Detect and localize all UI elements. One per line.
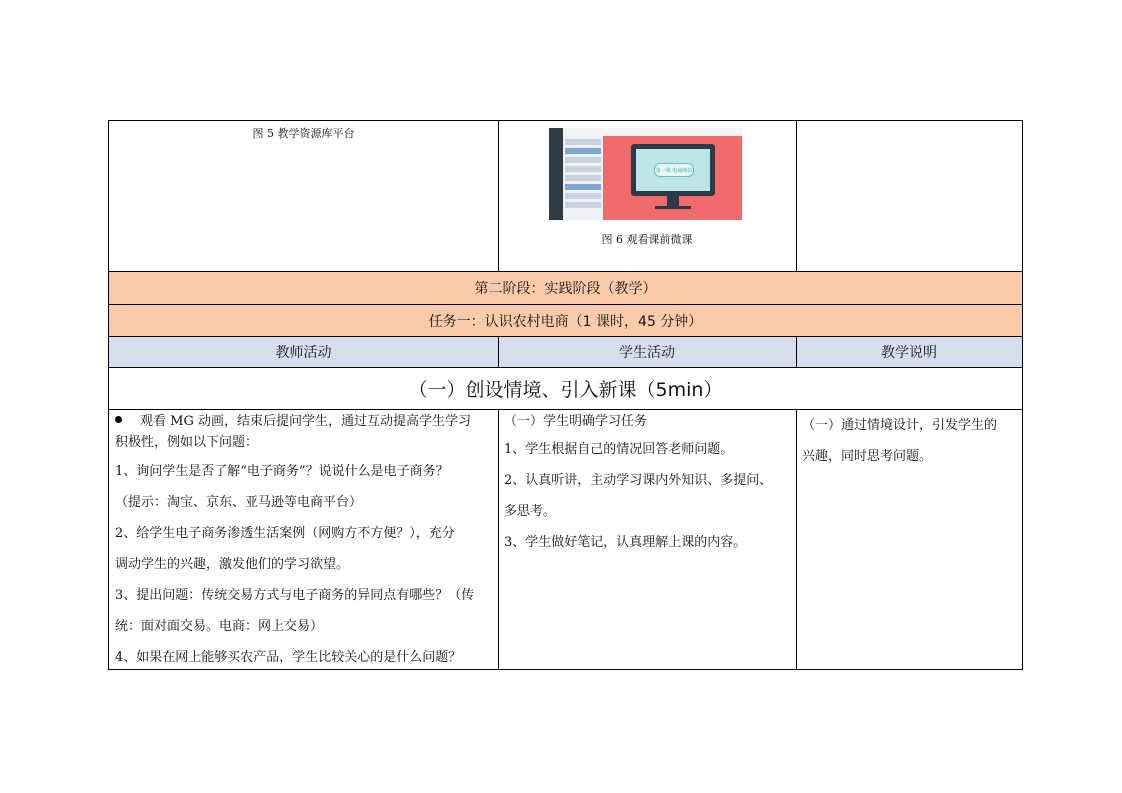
teacher-line: 4、如果在网上能够买农产品，学生比较关心的是什么问题？ <box>115 650 462 665</box>
column-headers <box>109 337 1022 367</box>
teacher-intro: 观看 MG 动画，结束后提问学生，通过互动提高学生学习 <box>115 410 495 434</box>
header-notes: 教学说明 <box>881 345 937 361</box>
student-activity <box>504 410 794 558</box>
student-line: 2、认真听讲，主动学习课内外知识、多提问、 <box>504 473 773 488</box>
lesson-plan-table <box>108 120 1023 670</box>
header-teacher: 教师活动 <box>275 345 332 361</box>
student-line: 1、学生根据自己的情况回答老师问题。 <box>504 442 734 457</box>
figure-6-caption: 图 6 观看课前微课 <box>601 233 693 246</box>
lesson-list <box>563 136 603 220</box>
teacher-activity <box>115 410 495 673</box>
teacher-line: 统：面对面交易。电商：网上交易） <box>115 619 324 634</box>
teacher-line: （提示：淘宝、京东、亚马逊等电商平台） <box>115 495 363 510</box>
figure-5-caption: 图 5 教学资源库平台 <box>252 127 355 140</box>
app-sidebar <box>549 128 563 220</box>
figure-row <box>109 121 1022 271</box>
stage-title: 第二阶段：实践阶段（教学） <box>109 272 1022 304</box>
app-topbar <box>563 128 742 136</box>
student-line: （一）学生明确学习任务 <box>504 414 648 429</box>
monitor-icon <box>631 144 715 196</box>
notes-line: 兴趣，同时思考问题。 <box>802 449 933 464</box>
teacher-line: 积极性，例如以下问题： <box>115 435 259 450</box>
brand-logo-icon <box>735 138 742 143</box>
teacher-line: 1、询问学生是否了解“电子商务”？说说什么是电子商务？ <box>115 464 449 479</box>
micro-lesson-screenshot <box>549 128 742 220</box>
bullet-icon <box>115 416 122 423</box>
notes-line: （一）通过情境设计，引发学生的 <box>802 418 998 433</box>
student-line: 多思考。 <box>504 504 557 519</box>
teacher-line: 调动学生的兴趣，激发他们的学习欲望。 <box>115 557 350 572</box>
student-line: 3、学生做好笔记，认真理解上课的内容。 <box>504 535 747 550</box>
task-title: 任务一：认识农村电商（1 课时，45 分钟） <box>109 305 1022 336</box>
teacher-line: 2、给学生电子商务渗透生活案例（网购方不方便？），充分 <box>115 526 455 541</box>
thumb-label: 第一课 电商网站 <box>654 163 694 177</box>
section-title: （一）创设情境、引入新课（5min） <box>408 379 723 401</box>
header-student: 学生活动 <box>619 345 675 361</box>
teaching-notes <box>802 410 1020 472</box>
teacher-line: 3、提出问题：传统交易方式与电子商务的异同点有哪些？（传 <box>115 588 475 603</box>
content-row <box>109 410 1022 669</box>
video-stage <box>603 136 742 220</box>
